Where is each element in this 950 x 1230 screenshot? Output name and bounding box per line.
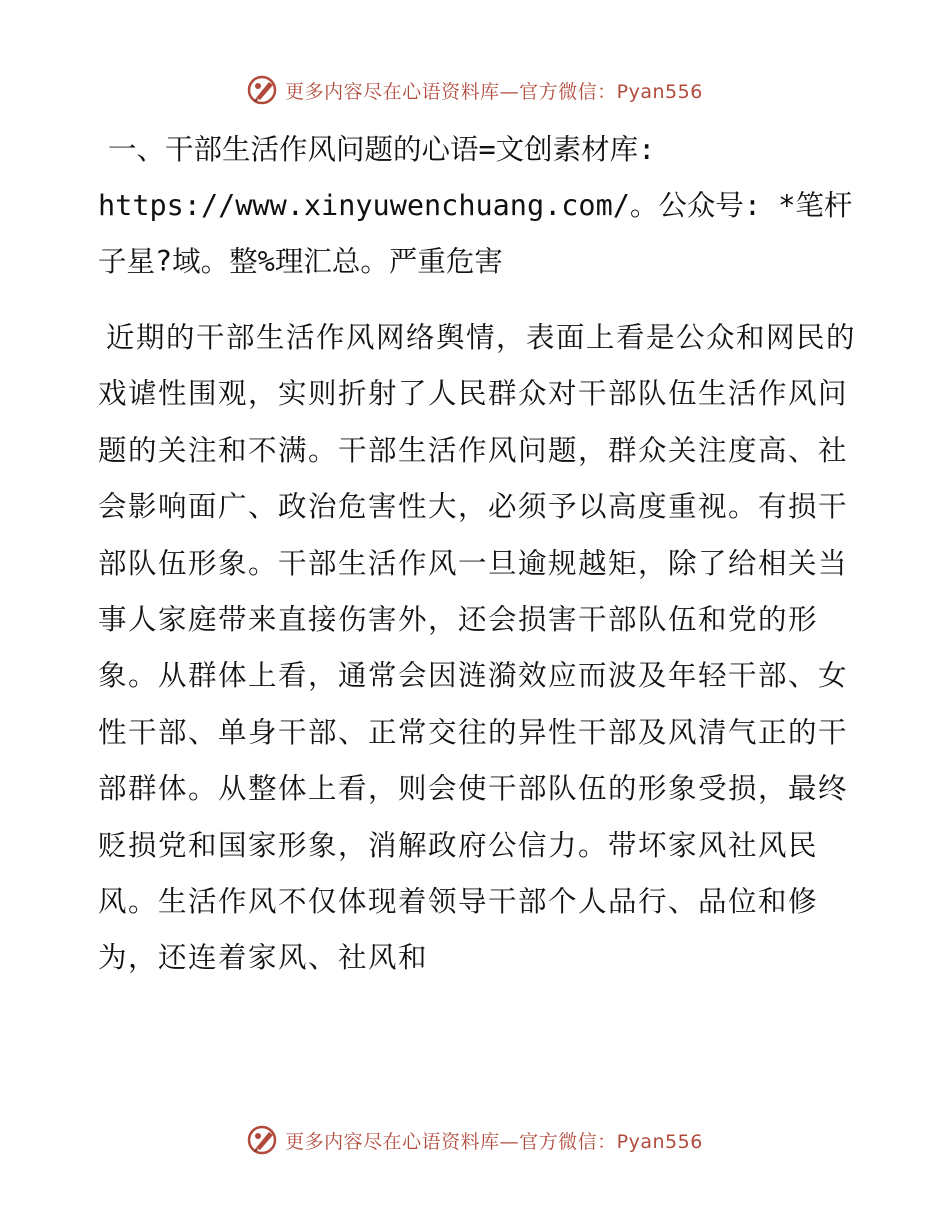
pen-logo-icon (247, 1124, 279, 1156)
heading-continuation: https://www.xinyuwenchuang.com/。公众号: *笔杆子星?域。整%理汇总。严重危害 (98, 189, 853, 278)
watermark-footer (0, 1122, 950, 1158)
watermark-wechat-id: Pyan556 (616, 1130, 703, 1153)
watermark-text: 更多内容尽在心语资料库—官方微信：Pyan556 (285, 1130, 703, 1153)
section-heading (98, 122, 858, 290)
watermark-text: 更多内容尽在心语资料库—官方微信：Pyan556 (285, 80, 703, 103)
heading-line-1: 一、干部生活作风问题的心语=文创素材库: (108, 133, 656, 166)
watermark-header (0, 72, 950, 108)
pen-logo-icon (247, 74, 279, 106)
watermark-wechat-id: Pyan556 (616, 80, 703, 103)
body-paragraph: 近期的干部生活作风网络舆情，表面上看是公众和网民的戏谑性围观，实则折射了人民群众对干部队伍生活作风问题的关注和不满。干部生活作风问题，群众关注度高、社会影响面广、政治危害性大，必须予以高度重视。有损干部队伍形象。干部生活作风一旦逾规越矩，除了给相关当事人家庭带来直接伤害外，还会损害干部队伍和党的形象。从群体上看，通常会因涟漪效应而波及年轻干部、女性干部、单身干部、正常交往的异性干部及风清气正的干部群体。从整体上看，则会使干部队伍的形象受损，最终贬损党和国家形象，消解政府公信力。带坏家风社风民风。生活作风不仅体现着领导干部个人品行、品位和修为，还连着家风、社风和 (98, 321, 857, 975)
